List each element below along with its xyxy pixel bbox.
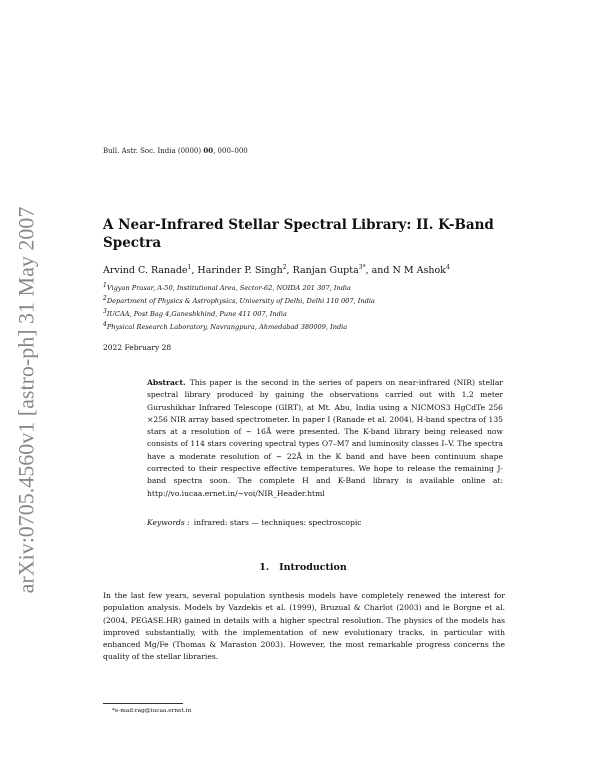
author: Harinder P. Singh (197, 265, 283, 277)
paper-title: A Near-Infrared Stellar Spectral Library: II. K-Band Spectra (103, 217, 494, 251)
affiliation: $^3$IUCAA, Post Bag 4,Ganeshkhind, Pune 411 007, India (103, 307, 287, 318)
affiliations (103, 281, 543, 333)
paper-date: 2022 February 28 (103, 343, 172, 352)
author: N M Ashok (392, 265, 446, 277)
keywords-text: infrared: stars — techniques: spectroscopic (193, 518, 362, 527)
arxiv-stamp-text: arXiv:0705.4560v1 [astro-ph] 31 May 2007 (13, 206, 38, 594)
intro-paragraph: In the last few years, several population synthesis models have completely renewed the interest for population analysis. Models by Vazdekis et al. (1999), Bruzual & Charlot (2003) and le Borgne et al. (2004, PEGASE.HR) gained in details with a higher spectral resolution. The physics of the models has improved substantially, with the implementation of new evolutionary tracks, in particular with enhanced Mg/Fe (Thomas & Maraston 2003). However, the most remarkable progress concerns the quality of the stellar libraries. (103, 591, 505, 662)
abstract (147, 377, 503, 500)
section-heading (103, 562, 503, 573)
author: Ranjan Gupta (292, 265, 359, 277)
affiliation: $^4$Physical Research Laboratory, Navrangpura, Ahmedabad 380009, India (103, 320, 348, 331)
volume-number: 00 (203, 146, 214, 155)
footnote-rule (103, 703, 183, 704)
section-number: 1. (259, 562, 270, 573)
arxiv-stamp (4, 180, 48, 620)
keywords-label: Keywords : (147, 518, 190, 527)
running-head: Bull. Astr. Soc. India (0000) 00, 000–000 (103, 146, 248, 155)
footnote: *e-mail:rag@iucaa.ernet.in (112, 708, 192, 714)
abstract-label: Abstract. (147, 378, 186, 387)
author-list: Arvind C. Ranade$^1$, Harinder P. Singh$^2$, Ranjan Gupta$^{3*}$, and N M Ashok$^4$ (103, 264, 450, 277)
keywords (147, 518, 507, 527)
affiliation: $^2$Department of Physics & Astrophysics, University of Delhi, Delhi 110 007, India (103, 294, 375, 306)
section-title: Introduction (279, 562, 347, 573)
affiliation: $^1$Vigyan Prasar, A-50, Institutional Area, Sector-62, NOIDA 201 307, India (103, 282, 351, 293)
abstract-text: This paper is the second in the series of papers on near-infrared (NIR) stellar spectral library produced by gaining the observations carried out with 1.2 meter Gurushikhar Infrared Telescope (GIRT), at Mt. Abu, India using a NICMOS3 HgCdTe 256 ×256 NIR array based spectrometer. In paper I (Ranade et al. 2004), H-band spectra of 135 stars at a resolution of ∼ 16Å were presented. The K-band library being released now consists of 114 stars covering spectral types O7–M7 and luminosity classes I–V. The spectra have a moderate resolution of ∼ 22Å in the K band and have been continuum shape corrected to their respective effective temperatures. We hope to release the remaining J-band spectra soon. The complete H and K-Band library is available online at: http://vo.iucaa.ernet.in/∼voi/NIR_Header.html (147, 378, 503, 498)
author: Arvind C. Ranade (103, 265, 188, 277)
